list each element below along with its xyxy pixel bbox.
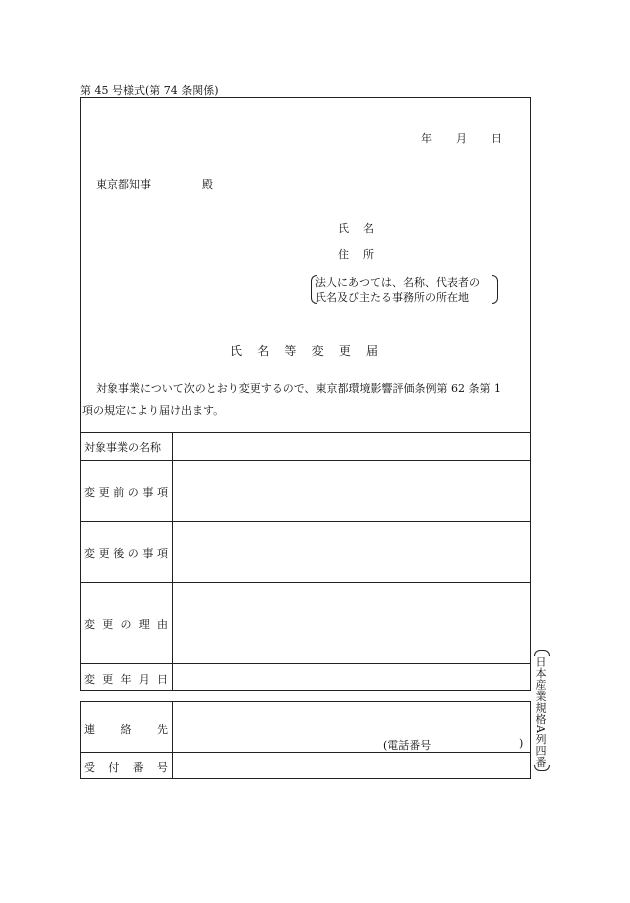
phone-close-paren: ) <box>519 737 524 750</box>
date-year-label: 年 <box>421 132 432 145</box>
contact-field[interactable] <box>173 702 530 738</box>
before-label: 変 更 前 の 事 項 <box>84 486 168 499</box>
after-field[interactable] <box>173 522 530 582</box>
form-number: 第 45 号様式(第 74 条関係) <box>80 84 219 97</box>
phone-field[interactable] <box>450 738 516 751</box>
corp-note-line1: 法人にあつては、名称、代表者の <box>315 276 480 289</box>
addressee-name: 東京都知事 <box>96 178 151 191</box>
date-day-label: 日 <box>491 132 502 145</box>
project-name-field[interactable] <box>173 433 530 460</box>
reason-label: 変 更 の 理 由 <box>84 618 168 631</box>
after-label: 変 更 後 の 事 項 <box>84 547 168 560</box>
contact-label: 連 絡 先 <box>84 723 168 736</box>
applicant-address-label: 住 所 <box>338 248 374 261</box>
corp-note-line2: 氏名及び主たる事務所の所在地 <box>315 291 469 304</box>
applicant-name-label: 氏 名 <box>338 222 374 235</box>
before-field[interactable] <box>173 461 530 521</box>
side-note-bracket-bottom <box>534 765 550 771</box>
project-name-label: 対象事業の名称 <box>84 441 161 454</box>
addressee-honorific: 殿 <box>202 178 213 191</box>
note-bracket-right <box>492 275 498 304</box>
body-line2: 項の規定により届け出ます。 <box>82 404 225 417</box>
reason-field[interactable] <box>173 583 530 663</box>
document-title: 氏 名 等 変 更 届 <box>230 344 378 358</box>
body-line1: 対象事業について次のとおり変更するので、東京都環境影響評価条例第 62 条第 1 <box>96 382 502 395</box>
side-note: 日本産業規格A列四番 <box>534 656 547 768</box>
date-month-label: 月 <box>456 132 467 145</box>
receipt-number-field[interactable] <box>173 753 530 778</box>
change-date-field[interactable] <box>173 664 530 690</box>
phone-label: (電話番号 <box>383 739 432 752</box>
receipt-number-label: 受 付 番 号 <box>84 761 168 774</box>
change-date-label: 変 更 年 月 日 <box>84 673 168 686</box>
